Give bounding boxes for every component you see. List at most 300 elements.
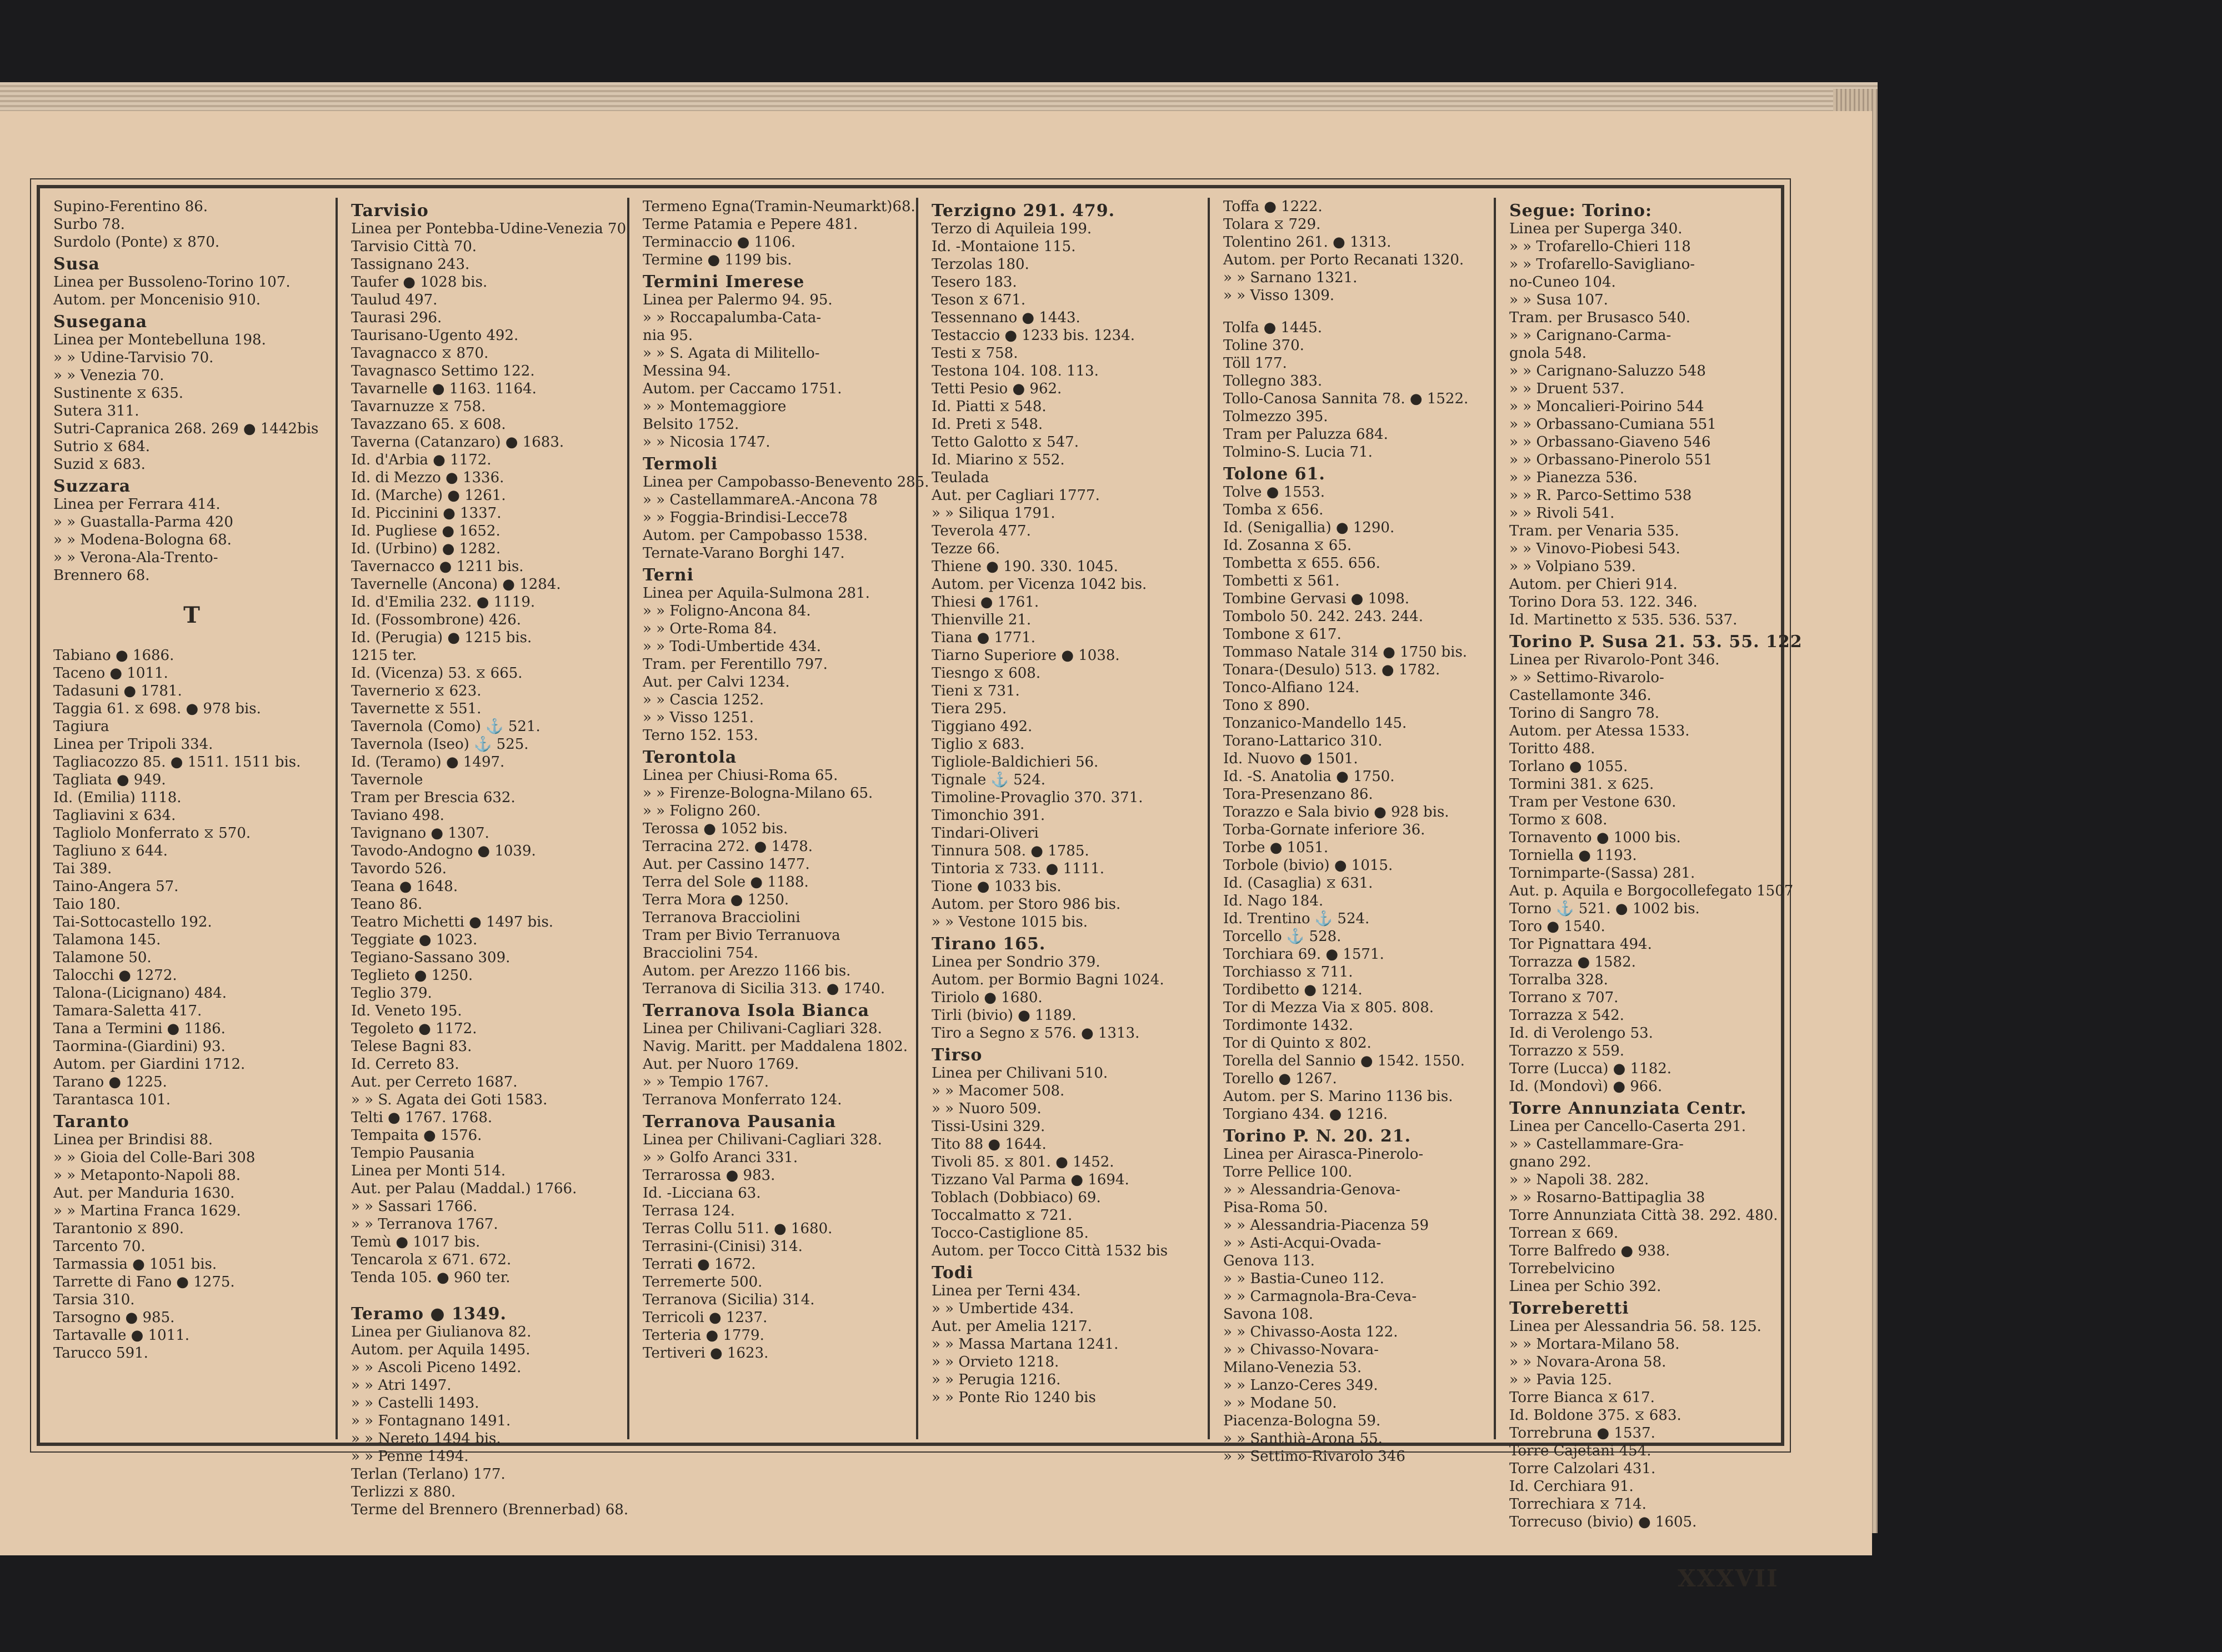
index-entry: Tezze 66. — [932, 540, 1000, 557]
index-entry: Tolentino 261. ● 1313. — [1223, 234, 1392, 251]
index-entry: Tavernacco ● 1211 bis. — [351, 558, 524, 575]
index-entry: » » Foggia-Brindisi-Lecce78 — [643, 509, 848, 526]
index-entry: Tonzanico-Mandello 145. — [1223, 715, 1407, 732]
index-entry: Torre Bianca ⧖ 617. — [1509, 1389, 1655, 1406]
index-entry: Testona 104. 108. 113. — [932, 363, 1099, 379]
index-entry: Tor di Mezza Via ⧖ 805. 808. — [1223, 999, 1434, 1016]
index-entry: Id. d'Emilia 232. ● 1119. — [351, 594, 536, 610]
index-entry: Messina 94. — [643, 363, 731, 379]
index-entry: Tivoli 85. ⧖ 801. ● 1452. — [932, 1154, 1114, 1170]
index-entry: Tiesngo ⧖ 608. — [932, 665, 1041, 682]
index-entry: Terme Patamia e Pepere 481. — [643, 216, 858, 233]
index-frame — [37, 185, 1803, 1530]
index-entry: Torba-Gornate inferiore 36. — [1223, 822, 1425, 838]
index-entry: Id. (Urbino) ● 1282. — [351, 540, 501, 557]
index-entry: Toblach (Dobbiaco) 69. — [932, 1189, 1101, 1206]
index-entry: Linea per Monti 514. — [351, 1163, 506, 1179]
index-entry: » » Pavia 125. — [1509, 1371, 1612, 1388]
index-entry: » » Atri 1497. — [351, 1377, 452, 1394]
index-entry: » » Alessandria-Genova- — [1223, 1182, 1400, 1198]
index-entry: Linea per Tripoli 334. — [53, 736, 213, 753]
index-entry: Tarcento 70. — [53, 1238, 146, 1255]
index-entry: Toro ● 1540. — [1509, 918, 1605, 935]
index-entry: Linea per Chilivani 510. — [932, 1065, 1108, 1082]
index-entry: » » Massa Martana 1241. — [932, 1336, 1119, 1353]
index-entry: Torchiasso ⧖ 711. — [1223, 964, 1353, 980]
index-entry: Taormina-(Giardini) 93. — [53, 1038, 226, 1055]
index-entry: Id. di Mezzo ● 1336. — [351, 469, 504, 486]
index-entry: Terrasini-(Cinisi) 314. — [643, 1238, 803, 1255]
index-entry: Tencarola ⧖ 671. 672. — [351, 1251, 512, 1268]
index-entry: Castellamonte 346. — [1509, 687, 1652, 704]
index-entry: Linea per Giulianova 82. — [351, 1324, 532, 1340]
index-entry: Tavordo 526. — [351, 860, 447, 877]
index-entry: Tertiveri ● 1623. — [643, 1345, 769, 1361]
index-entry: Tavernola (Como) ⚓ 521. — [351, 718, 541, 735]
index-entry: Terra Mora ● 1250. — [643, 892, 789, 908]
index-entry: Tempaita ● 1576. — [351, 1127, 482, 1144]
index-entry: Linea per Rivarolo-Pont 346. — [1509, 652, 1720, 668]
index-entry: Terossa ● 1052 bis. — [643, 820, 788, 837]
index-entry: Linea per Aquila-Sulmona 281. — [643, 585, 870, 602]
index-entry: Tornimparte-(Sassa) 281. — [1509, 865, 1695, 882]
index-entry: Tavernette ⧖ 551. — [351, 700, 482, 717]
index-entry: Taino-Angera 57. — [53, 878, 179, 895]
index-heading: Susegana — [53, 312, 148, 332]
index-entry: » » Settimo-Rivarolo- — [1509, 669, 1664, 686]
index-entry: Autom. per Atessa 1533. — [1509, 723, 1690, 739]
index-entry: » » Perugia 1216. — [932, 1371, 1061, 1388]
index-heading: Torino P. N. 20. 21. — [1223, 1127, 1412, 1146]
index-heading: Teramo ● 1349. — [351, 1304, 507, 1324]
index-entry: Terrasa 124. — [643, 1203, 735, 1219]
index-entry: Talona-(Licignano) 484. — [53, 985, 227, 1002]
index-entry: Tarmassia ● 1051 bis. — [53, 1256, 217, 1273]
index-entry: Linea per Bussoleno-Torino 107. — [53, 274, 291, 291]
index-entry: Toffa ● 1222. — [1223, 198, 1323, 215]
index-column-3 — [627, 198, 929, 1439]
index-entry: Terremerte 500. — [643, 1274, 763, 1290]
index-entry: » » Castelli 1493. — [351, 1395, 479, 1411]
index-entry: Torcello ⚓ 528. — [1223, 928, 1342, 945]
index-entry: Tomba ⧖ 656. — [1223, 502, 1324, 518]
index-entry: Tito 88 ● 1644. — [932, 1136, 1047, 1153]
index-entry: Id. (Senigallia) ● 1290. — [1223, 519, 1395, 536]
index-entry: Tiggiano 492. — [932, 718, 1033, 735]
index-entry: Tollegno 383. — [1223, 373, 1323, 389]
index-entry: Terminaccio ● 1106. — [643, 234, 796, 251]
index-entry: Terlan (Terlano) 177. — [351, 1466, 506, 1483]
index-entry: » » Orbassano-Pinerolo 551 — [1509, 452, 1713, 468]
index-entry: Torre Cajetani 454. — [1509, 1443, 1652, 1459]
index-entry: Tegoleto ● 1172. — [351, 1020, 477, 1037]
index-entry: Tavagnacco ⧖ 870. — [351, 345, 489, 362]
index-entry: Toline 370. — [1223, 337, 1304, 354]
index-entry: Aut. per Cagliari 1777. — [932, 487, 1100, 504]
index-entry: Navig. Maritt. per Maddalena 1802. — [643, 1038, 908, 1055]
index-entry: Taceno ● 1011. — [53, 665, 168, 682]
index-entry: Tadasuni ● 1781. — [53, 683, 182, 699]
index-entry: Tavernole — [351, 772, 423, 788]
index-entry: » » Roccapalumba-Cata- — [643, 309, 822, 326]
index-entry: Tagliacozzo 85. ● 1511. 1511 bis. — [53, 754, 301, 770]
index-entry: » » Susa 107. — [1509, 292, 1608, 308]
index-entry: Tavazzano 65. ⧖ 608. — [351, 416, 506, 433]
index-entry: Linea per Superga 340. — [1509, 221, 1683, 237]
index-entry: Terno 152. 153. — [643, 727, 758, 744]
index-entry: Torello ● 1267. — [1223, 1070, 1337, 1087]
index-entry: » » Settimo-Rivarolo 346 — [1223, 1448, 1405, 1465]
index-entry: Tassignano 243. — [351, 256, 470, 273]
index-entry: Sutera 311. — [53, 403, 139, 419]
index-entry: Teana ● 1648. — [351, 878, 458, 895]
index-entry: Surbo 78. — [53, 216, 125, 233]
index-entry: Torrano ⧖ 707. — [1509, 989, 1619, 1006]
index-entry: Aut. per Manduria 1630. — [53, 1185, 235, 1202]
book-page — [0, 111, 1872, 1592]
index-entry: Telti ● 1767. 1768. — [351, 1109, 493, 1126]
index-entry: Autom. per Chieri 914. — [1509, 576, 1678, 593]
index-entry: Tabiano ● 1686. — [53, 647, 174, 664]
index-entry: Id. Cerchiara 91. — [1509, 1478, 1634, 1495]
index-entry: Id. (Perugia) ● 1215 bis. — [351, 629, 532, 646]
index-entry: Tormo ⧖ 608. — [1509, 812, 1608, 828]
index-entry: Torralba 328. — [1509, 972, 1608, 988]
index-entry: Terteria ● 1779. — [643, 1327, 764, 1344]
index-entry: Tana a Termini ● 1186. — [53, 1020, 226, 1037]
index-entry: Tonara-(Desulo) 513. ● 1782. — [1223, 662, 1440, 678]
index-entry: Tavodo-Andogno ● 1039. — [351, 843, 536, 859]
index-entry: Tombine Gervasi ● 1098. — [1223, 590, 1410, 607]
index-entry: » » Moncalieri-Poirino 544 — [1509, 398, 1704, 415]
index-heading: Segue: Torino: — [1509, 201, 1653, 221]
index-entry: Suzid ⧖ 683. — [53, 456, 146, 473]
index-entry: Tavignano ● 1307. — [351, 825, 489, 842]
index-entry: Id. Preti ⧖ 548. — [932, 416, 1043, 433]
index-entry: Tessennano ● 1443. — [932, 309, 1080, 326]
index-entry: Torre Balfredo ● 938. — [1509, 1243, 1670, 1259]
index-entry: » » Fontagnano 1491. — [351, 1413, 511, 1429]
spacer — [351, 1286, 622, 1301]
index-entry: » » Orbassano-Cumiana 551 — [1509, 416, 1716, 433]
index-entry: Teverola 477. — [932, 523, 1031, 539]
index-entry: » » Golfo Aranci 331. — [643, 1149, 798, 1166]
index-entry: » » Novara-Arona 58. — [1509, 1354, 1666, 1370]
index-entry: Terranova (Sicilia) 314. — [643, 1291, 815, 1308]
index-entry: Tinnura 508. ● 1785. — [932, 843, 1089, 859]
index-entry: Torlano ● 1055. — [1509, 758, 1628, 775]
index-entry: Bracciolini 754. — [643, 945, 758, 962]
index-entry: » » S. Agata dei Goti 1583. — [351, 1092, 548, 1108]
index-entry: Teggiate ● 1023. — [351, 932, 478, 948]
index-entry: Toccalmatto ⧖ 721. — [932, 1207, 1073, 1224]
index-entry: Brennero 68. — [53, 567, 150, 584]
index-entry: Tarantasca 101. — [53, 1092, 171, 1108]
index-entry: Autom. per Aquila 1495. — [351, 1341, 531, 1358]
index-heading: Terranova Isola Bianca — [643, 1001, 870, 1020]
index-entry: Tetto Galotto ⧖ 547. — [932, 434, 1079, 450]
index-entry: Tarsia 310. — [53, 1291, 135, 1308]
index-entry: Linea per Campobasso-Benevento 285. — [643, 474, 929, 490]
index-entry: » » Lanzo-Ceres 349. — [1223, 1377, 1378, 1394]
index-entry: » » Rosarno-Battipaglia 38 — [1509, 1189, 1705, 1206]
index-entry: Tegiano-Sassano 309. — [351, 949, 511, 966]
index-entry: Autom. per Porto Recanati 1320. — [1223, 252, 1464, 268]
index-entry: » » Trofarello-Savigliano- — [1509, 256, 1695, 273]
index-entry: Id. d'Arbia ● 1172. — [351, 452, 492, 468]
index-entry: » » Cascia 1252. — [643, 692, 764, 708]
index-entry: Tonco-Alfiano 124. — [1223, 679, 1360, 696]
index-heading: Taranto — [53, 1112, 129, 1132]
index-entry: Tissi-Usini 329. — [932, 1118, 1045, 1135]
index-entry: no-Cuneo 104. — [1509, 274, 1616, 291]
index-entry: Tombetta ⧖ 655. 656. — [1223, 555, 1380, 572]
index-entry: Autom. per Caccamo 1751. — [643, 381, 842, 397]
index-entry: Talamona 145. — [53, 932, 161, 948]
index-entry: Tiglio ⧖ 683. — [932, 736, 1025, 753]
index-column-5 — [1208, 198, 1494, 1465]
index-entry: Taio 180. — [53, 896, 121, 913]
index-heading: Tarvisio — [351, 201, 429, 221]
index-entry: » » Nereto 1494 bis. — [351, 1430, 501, 1447]
index-entry: » » Visso 1309. — [1223, 287, 1335, 304]
index-entry: Tione ● 1033 bis. — [932, 878, 1062, 895]
index-entry: Tagliavini ⧖ 634. — [53, 807, 176, 824]
index-entry: Talamone 50. — [53, 949, 152, 966]
index-heading: Todi — [932, 1263, 974, 1283]
index-heading: Terranova Pausania — [643, 1112, 837, 1132]
index-entry: Timonchio 391. — [932, 807, 1045, 824]
index-entry: » » Sassari 1766. — [351, 1198, 478, 1215]
index-entry: Id. Piccinini ● 1337. — [351, 505, 502, 522]
index-entry: » » Umbertide 434. — [932, 1300, 1074, 1317]
index-heading: Susa — [53, 254, 100, 274]
index-entry: Teano 86. — [351, 896, 423, 913]
index-entry: Linea per Montebelluna 198. — [53, 332, 266, 348]
index-entry: Sustinente ⧖ 635. — [53, 385, 184, 402]
index-entry: Telese Bagni 83. — [351, 1038, 472, 1055]
index-entry: » » Vinovo-Piobesi 543. — [1509, 540, 1680, 557]
index-entry: Terras Collu 511. ● 1680. — [643, 1220, 833, 1237]
index-entry: Teglieto ● 1250. — [351, 967, 473, 984]
index-entry: Tono ⧖ 890. — [1223, 697, 1310, 714]
index-entry: Teatro Michetti ● 1497 bis. — [351, 914, 554, 930]
index-entry: Timoline-Provaglio 370. 371. — [932, 789, 1143, 806]
index-heading: Suzzara — [53, 477, 131, 496]
index-entry: Tornavento ● 1000 bis. — [1509, 829, 1681, 846]
index-entry: » » Terranova 1767. — [351, 1216, 498, 1233]
index-entry: Tiarno Superiore ● 1038. — [932, 647, 1120, 664]
index-entry: Torre (Lucca) ● 1182. — [1509, 1060, 1672, 1077]
index-heading: Termoli — [643, 454, 718, 474]
index-entry: Sutri-Capranica 268. 269 ● 1442bis — [53, 420, 319, 437]
index-entry: Linea per Chilivani-Cagliari 328. — [643, 1132, 882, 1148]
index-entry: Ternate-Varano Borghi 147. — [643, 545, 845, 562]
index-entry: Tombone ⧖ 617. — [1223, 626, 1342, 643]
index-entry: Tagiura — [53, 718, 109, 735]
index-entry: Terrati ● 1672. — [643, 1256, 756, 1273]
index-entry: Id. (Marche) ● 1261. — [351, 487, 506, 504]
index-entry: Tordibetto ● 1214. — [1223, 982, 1363, 998]
index-entry: Tombetti ⧖ 561. — [1223, 573, 1340, 589]
index-entry: Id. (Emilia) 1118. — [53, 789, 182, 806]
index-entry: » » Orbassano-Giaveno 546 — [1509, 434, 1711, 450]
index-entry: Taufer ● 1028 bis. — [351, 274, 488, 291]
index-column-1 — [40, 198, 336, 1439]
index-entry: Terzo di Aquileia 199. — [932, 221, 1092, 237]
index-entry: Tavernelle (Ancona) ● 1284. — [351, 576, 561, 593]
index-entry: Torino di Sangro 78. — [1509, 705, 1660, 722]
index-entry: Torano-Lattarico 310. — [1223, 733, 1383, 749]
index-entry: Torgiano 434. ● 1216. — [1223, 1106, 1388, 1123]
index-entry: Milano-Venezia 53. — [1223, 1359, 1362, 1376]
index-entry: Id. (Fossombrone) 426. — [351, 612, 522, 628]
index-entry: Tintoria ⧖ 733. ● 1111. — [932, 860, 1105, 877]
index-entry: » » Venezia 70. — [53, 367, 164, 384]
index-entry: Tai-Sottocastello 192. — [53, 914, 212, 930]
index-entry: » » Sarnano 1321. — [1223, 269, 1358, 286]
index-entry: » » Castellammare-Gra- — [1509, 1136, 1684, 1153]
index-entry: Torino Dora 53. 122. 346. — [1509, 594, 1698, 610]
index-entry: Linea per Chilivani-Cagliari 328. — [643, 1020, 882, 1037]
index-entry: Torre Calzolari 431. — [1509, 1460, 1656, 1477]
index-entry: Thienville 21. — [932, 612, 1032, 628]
index-entry: Linea per Chiusi-Roma 65. — [643, 767, 838, 784]
index-entry: Torchiara 69. ● 1571. — [1223, 946, 1384, 963]
index-entry: » » Druent 537. — [1509, 381, 1625, 397]
index-entry: » » Tempio 1767. — [643, 1074, 769, 1090]
index-entry: » » Carignano-Saluzzo 548 — [1509, 363, 1706, 379]
index-entry: Taurasi 296. — [351, 309, 442, 326]
index-entry: Tizzano Val Parma ● 1694. — [932, 1172, 1129, 1188]
index-entry: Tesero 183. — [932, 274, 1017, 291]
index-entry: Torrazzo ⧖ 559. — [1509, 1043, 1625, 1059]
index-entry: Terra del Sole ● 1188. — [643, 874, 809, 890]
index-entry: Id. (Casaglia) ⧖ 631. — [1223, 875, 1373, 892]
index-entry: Linea per Cancello-Caserta 291. — [1509, 1118, 1746, 1135]
index-entry: » » Martina Franca 1629. — [53, 1203, 241, 1219]
index-entry: Tigliole-Baldichieri 56. — [932, 754, 1099, 770]
index-entry: » » Rivoli 541. — [1509, 505, 1615, 522]
index-entry: Autom. per Moncenisio 910. — [53, 292, 261, 308]
index-entry: » » Verona-Ala-Trento- — [53, 549, 218, 566]
index-heading: Tolone 61. — [1223, 464, 1325, 484]
index-entry: Torre Pellice 100. — [1223, 1164, 1353, 1180]
index-entry: Taulud 497. — [351, 292, 438, 308]
index-entry: » » Orte-Roma 84. — [643, 620, 777, 637]
index-entry: » » Vestone 1015 bis. — [932, 914, 1088, 930]
index-entry: Torella del Sannio ● 1542. 1550. — [1223, 1053, 1465, 1069]
index-entry: Tocco-Castiglione 85. — [932, 1225, 1089, 1241]
index-heading: Tirso — [932, 1045, 983, 1065]
index-entry: Id. (Vicenza) 53. ⧖ 665. — [351, 665, 523, 682]
index-entry: Linea per Brindisi 88. — [53, 1132, 213, 1148]
index-entry: Tram. per Venaria 535. — [1509, 523, 1679, 539]
index-entry: » » Guastalla-Parma 420 — [53, 514, 233, 530]
index-entry: Torre Annunziata Città 38. 292. 480. — [1509, 1207, 1778, 1224]
index-entry: » » CastellammareA.-Ancona 78 — [643, 492, 878, 508]
index-entry: Id. Nuovo ● 1501. — [1223, 750, 1358, 767]
index-entry: Id. (Teramo) ● 1497. — [351, 754, 505, 770]
index-entry: Aut. per Palau (Maddal.) 1766. — [351, 1180, 577, 1197]
index-entry: Aut. p. Aquila e Borgocollefegato 1507 — [1509, 883, 1794, 899]
index-entry: » » Ponte Rio 1240 bis — [932, 1389, 1096, 1406]
index-entry: Tavagnasco Settimo 122. — [351, 363, 535, 379]
index-entry: Id. di Verolengo 53. — [1509, 1025, 1653, 1042]
index-entry: Id. Pugliese ● 1652. — [351, 523, 501, 539]
index-entry: Termeno Egna(Tramin-Neumarkt)68. — [643, 198, 915, 215]
index-column-4 — [916, 198, 1208, 1439]
index-entry: Tarsogno ● 985. — [53, 1309, 175, 1326]
index-entry: Tiera 295. — [932, 700, 1007, 717]
index-column-6 — [1494, 198, 1803, 1530]
index-heading: Torre Annunziata Centr. — [1509, 1099, 1747, 1118]
index-entry: Autom. per Storo 986 bis. — [932, 896, 1121, 913]
index-entry: Torrean ⧖ 669. — [1509, 1225, 1619, 1241]
index-entry: » » Firenze-Bologna-Milano 65. — [643, 785, 873, 802]
index-entry: Pisa-Roma 50. — [1223, 1199, 1328, 1216]
index-entry: Tieni ⧖ 731. — [932, 683, 1020, 699]
index-entry: Torrebruna ● 1537. — [1509, 1425, 1655, 1441]
index-entry: Id. Boldone 375. ⧖ 683. — [1509, 1407, 1681, 1424]
index-entry: Tai 389. — [53, 860, 112, 877]
index-entry: Terricoli ● 1237. — [643, 1309, 768, 1326]
index-column-2 — [336, 198, 631, 1518]
index-entry: Aut. per Cerreto 1687. — [351, 1074, 518, 1090]
index-entry: Temù ● 1017 bis. — [351, 1234, 481, 1250]
index-entry: gnano 292. — [1509, 1154, 1592, 1170]
index-entry: » » Chivasso-Aosta 122. — [1223, 1324, 1398, 1340]
index-entry: Tolfa ● 1445. — [1223, 319, 1323, 336]
index-heading: Torino P. Susa 21. 53. 55. 122 — [1509, 632, 1803, 652]
index-entry: Torrechiara ⧖ 714. — [1509, 1496, 1647, 1513]
index-entry: » » Penne 1494. — [351, 1448, 469, 1465]
index-entry: Tombolo 50. 242. 243. 244. — [1223, 608, 1423, 625]
index-entry: Linea per Alessandria 56. 58. 125. — [1509, 1318, 1761, 1335]
index-entry: Teglio 379. — [351, 985, 432, 1002]
index-entry: Termine ● 1199 bis. — [643, 252, 792, 268]
index-entry: Linea per Ferrara 414. — [53, 496, 221, 513]
index-entry: » » R. Parco-Settimo 538 — [1509, 487, 1692, 504]
index-entry: Terzolas 180. — [932, 256, 1029, 273]
index-entry: » » Todi-Umbertide 434. — [643, 638, 822, 655]
index-entry: » » Asti-Acqui-Ovada- — [1223, 1235, 1382, 1251]
index-entry: » » Nicosia 1747. — [643, 434, 770, 450]
index-entry: Tram per Paluzza 684. — [1223, 426, 1388, 443]
index-entry: Tarrette di Fano ● 1275. — [53, 1274, 235, 1290]
index-entry: » » Montemaggiore — [643, 398, 787, 415]
index-entry: » » Foligno-Ancona 84. — [643, 603, 811, 619]
index-entry: nia 95. — [643, 327, 693, 344]
index-entry: Savona 108. — [1223, 1306, 1314, 1323]
index-entry: Tor di Quinto ⧖ 802. — [1223, 1035, 1372, 1052]
index-entry: Terranova Bracciolini — [643, 909, 800, 926]
index-entry: Linea per Schio 392. — [1509, 1278, 1662, 1295]
index-entry: Id. Miarino ⧖ 552. — [932, 452, 1065, 468]
index-entry: » » Carmagnola-Bra-Ceva- — [1223, 1288, 1417, 1305]
index-entry: » » Napoli 38. 282. — [1509, 1172, 1649, 1188]
index-entry: » » Volpiano 539. — [1509, 558, 1636, 575]
index-entry: Genova 113. — [1223, 1253, 1315, 1269]
index-entry: Autom. per Bormio Bagni 1024. — [932, 972, 1164, 988]
index-entry: Torazzo e Sala bivio ● 928 bis. — [1223, 804, 1449, 820]
index-entry: Tolve ● 1553. — [1223, 484, 1325, 500]
index-entry: Tolmino-S. Lucia 71. — [1223, 444, 1373, 460]
index-entry: Tiro a Segno ⧖ 576. ● 1313. — [932, 1025, 1140, 1042]
index-entry: » » Visso 1251. — [643, 709, 754, 726]
index-entry: Tamara-Saletta 417. — [53, 1003, 202, 1019]
index-entry: Tagliolo Monferrato ⧖ 570. — [53, 825, 251, 842]
